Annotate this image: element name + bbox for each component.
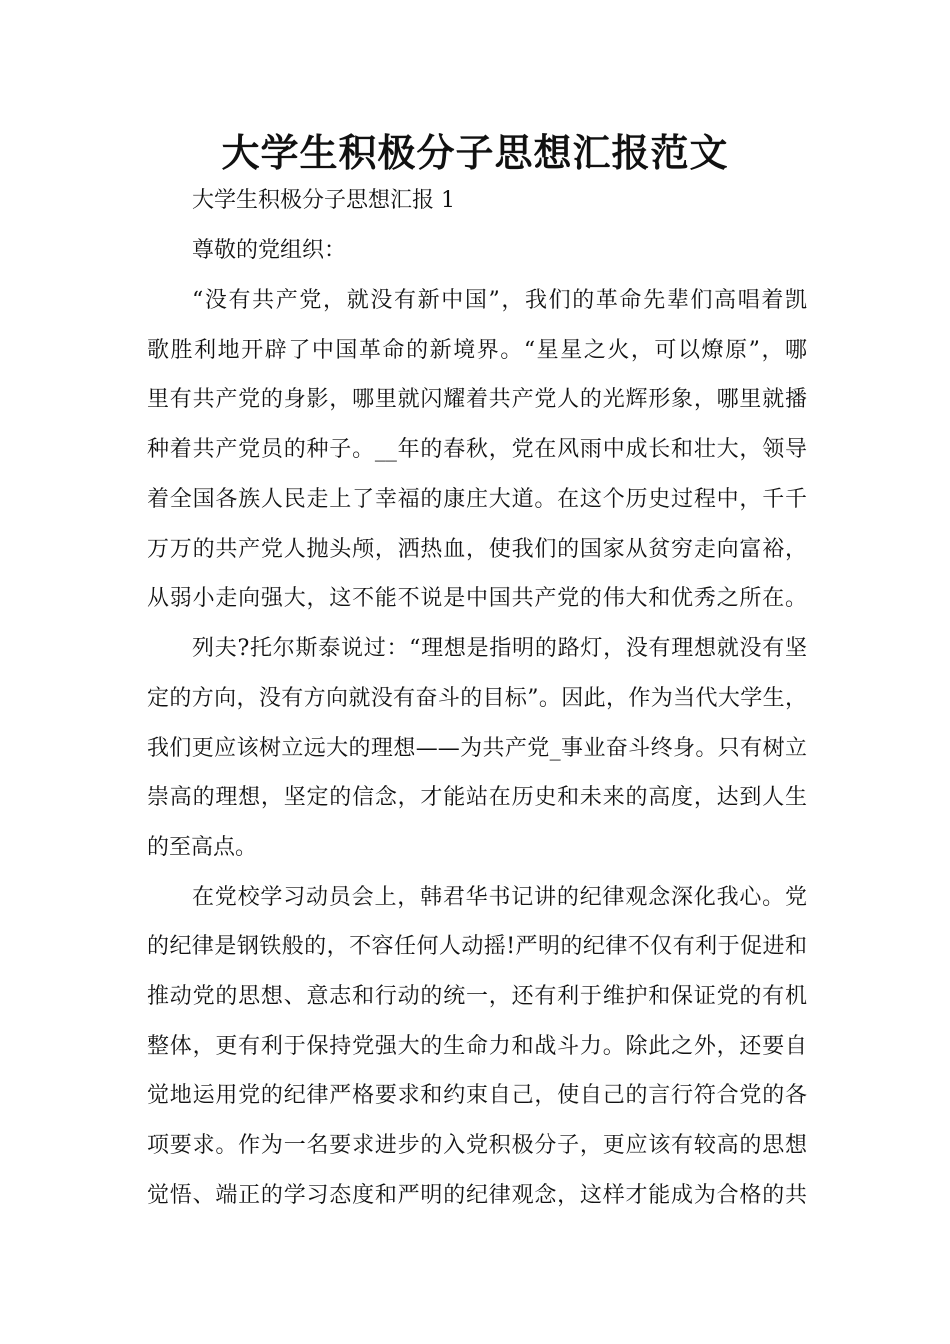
paragraph-line: 列夫?托尔斯泰说过：“理想是指明的路灯，没有理想就没有坚 xyxy=(192,636,807,661)
paragraph-line: 着全国各族人民走上了幸福的康庄大道。在这个历史过程中，千千 xyxy=(147,487,807,512)
document-subtitle: 大学生积极分子思想汇报 1 xyxy=(192,188,455,213)
paragraph-line: 里有共产党的身影，哪里就闪耀着共产党人的光辉形象，哪里就播 xyxy=(147,387,807,412)
paragraph-line: 定的方向，没有方向就没有奋斗的目标”。因此，作为当代大学生， xyxy=(147,686,807,711)
paragraph-line: 歌胜利地开辟了中国革命的新境界。“星星之火，可以燎原”，哪 xyxy=(147,338,807,363)
paragraph-line: 种着共产党员的种子。__年的春秋，党在风雨中成长和壮大，领导 xyxy=(147,437,807,462)
paragraph-line: 从弱小走向强大，这不能不说是中国共产党的伟大和优秀之所在。 xyxy=(147,586,807,611)
paragraph-line: 的纪律是钢铁般的，不容任何人动摇!严明的纪律不仅有利于促进和 xyxy=(147,934,807,959)
paragraph-line: 觉地运用党的纪律严格要求和约束自己，使自己的言行符合党的各 xyxy=(147,1083,807,1108)
paragraph-line: 崇高的理想，坚定的信念，才能站在历史和未来的高度，达到人生 xyxy=(147,785,807,810)
paragraph-line: “没有共产党，就没有新中国”，我们的革命先辈们高唱着凯 xyxy=(192,288,807,313)
paragraph-line: 在党校学习动员会上，韩君华书记讲的纪律观念深化我心。党 xyxy=(192,885,807,910)
paragraph-line: 万万的共产党人抛头颅，洒热血，使我们的国家从贫穷走向富裕， xyxy=(147,537,807,562)
document-title: 大学生积极分子思想汇报范文 xyxy=(221,131,729,175)
paragraph-line: 整体，更有利于保持党强大的生命力和战斗力。除此之外，还要自 xyxy=(147,1034,807,1059)
paragraph-line: 推动党的思想、意志和行动的统一，还有利于维护和保证党的有机 xyxy=(147,984,807,1009)
paragraph-line: 觉悟、端正的学习态度和严明的纪律观念，这样才能成为合格的共 xyxy=(147,1183,807,1208)
paragraph-line: 我们更应该树立远大的理想——为共产党_事业奋斗终身。只有树立 xyxy=(147,736,807,761)
paragraph-line: 的至高点。 xyxy=(147,835,258,860)
salutation: 尊敬的党组织： xyxy=(192,238,347,263)
paragraph-line: 项要求。作为一名要求进步的入党积极分子，更应该有较高的思想 xyxy=(147,1133,807,1158)
